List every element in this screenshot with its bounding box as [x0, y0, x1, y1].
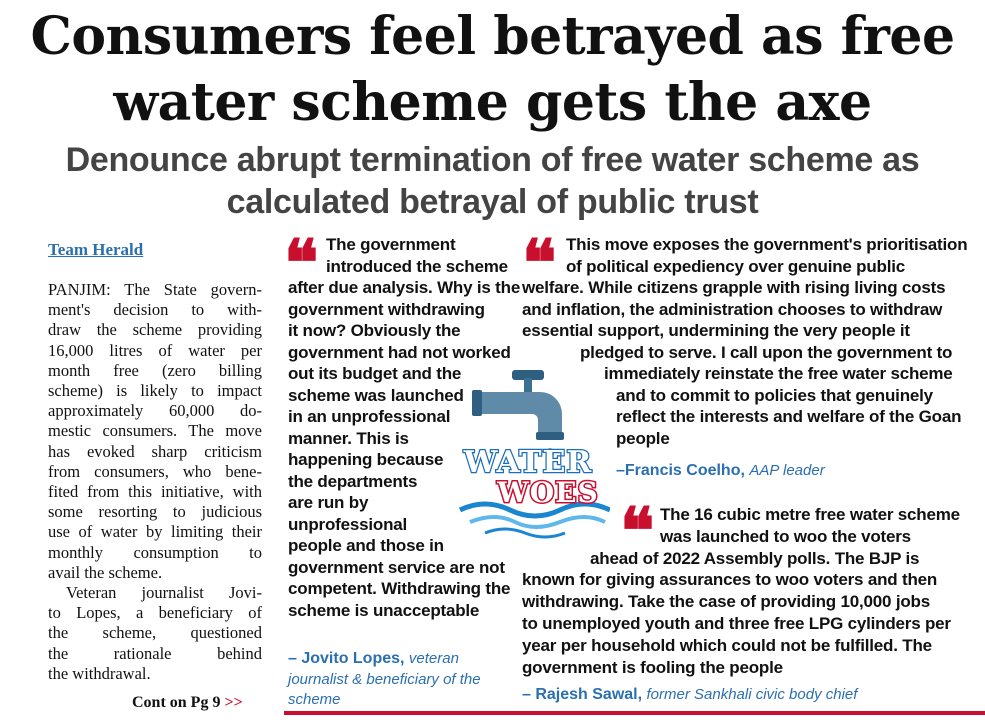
quote-1-name: – Jovito Lopes, — [288, 650, 405, 667]
quote-3-attribution — [522, 686, 857, 704]
article-line: avail the scheme. — [48, 562, 163, 582]
q2-line: immediately reinstate the free water scheme — [604, 364, 953, 383]
q3-line: known for giving assurances to woo voters and then — [522, 570, 938, 590]
q1-line: people and those in — [288, 536, 444, 555]
article-line: draw the scheme providing — [48, 320, 262, 340]
article-line: month free (zero billing — [48, 360, 262, 380]
article-line: to Lopes, a beneficiary of — [48, 603, 262, 623]
q3-line: withdrawing. Take the case of providing 10,000 jobs — [522, 592, 930, 612]
quote-3-role: former Sankhali civic body chief — [646, 686, 858, 703]
q2-line: and inflation, the administration chooses to withdraw — [522, 299, 943, 319]
byline[interactable]: Team Herald — [48, 240, 144, 259]
article-line: approximately 60,000 do- — [48, 401, 262, 421]
article-line: Veteran journalist Jovi- — [66, 583, 262, 602]
q3-line: ahead of 2022 Assembly polls. The BJP is — [590, 548, 920, 568]
article-line: 16,000 litres of water per — [48, 340, 262, 360]
article-line: the rationale behind — [48, 643, 262, 663]
q1-line: manner. This is — [288, 428, 409, 448]
q2-line: people — [616, 428, 670, 448]
continued-label: Cont on Pg 9 — [132, 694, 221, 711]
q1-line: scheme was launched — [288, 385, 464, 405]
article-line: scheme) is likely to impact — [48, 381, 262, 400]
quote-mark-icon-2: ❝ — [522, 226, 557, 301]
article-line: some resorting to judicious — [48, 502, 262, 522]
quote-1-role-1: veteran — [408, 650, 459, 667]
article-line: ment's decision to with- — [48, 300, 262, 320]
q1-line: happening because — [288, 450, 444, 469]
q1-line: are run by — [288, 493, 369, 512]
quote-1-attribution — [288, 650, 459, 668]
q1-line: the departments — [288, 471, 418, 491]
quote-3-name: – Rajesh Sawal, — [522, 686, 643, 703]
quote-2-role: AAP leader — [749, 462, 825, 479]
quote-mark-icon-3: ❝ — [620, 494, 655, 569]
quote-mark-icon-1: ❝ — [284, 226, 319, 301]
article-line: monthly consumption to — [48, 542, 262, 562]
quote-1-role-2: journalist & beneficiary of the — [288, 671, 481, 688]
bottom-rule — [284, 711, 985, 715]
article-line: use of water by limiting their — [48, 522, 262, 542]
headline-line-2: water scheme gets the axe — [113, 72, 872, 133]
logo-word-water: WATER — [463, 445, 593, 480]
q2-line: reflect the interests and welfare of the Goan — [616, 407, 962, 426]
q1-line: scheme is unacceptable — [288, 600, 480, 620]
q1-line: in an unprofessional — [288, 407, 451, 426]
q3-line: The 16 cubic metre free water scheme — [660, 505, 960, 524]
headline-line-1: Consumers feel betrayed as free — [30, 6, 955, 67]
q1-line: competent. Withdrawing the — [288, 579, 511, 598]
quote-1-role-line-2 — [288, 671, 481, 689]
q1-line: government withdrawing — [288, 299, 485, 319]
quote-2-attribution — [616, 462, 825, 480]
q3-line: was launched to woo the voters — [660, 526, 911, 546]
article-line: the withdrawal. — [48, 663, 151, 683]
quote-1-role-3: scheme — [288, 691, 341, 708]
water-woes-logo — [450, 360, 610, 540]
q2-line: essential support, undermining the very people it — [522, 321, 910, 340]
q1-line: unprofessional — [288, 514, 408, 534]
quote-2-name: –Francis Coelho, — [616, 462, 745, 479]
q1-line: introduced the scheme — [326, 256, 508, 276]
q1-line: government had not worked — [288, 342, 511, 362]
q3-line: government is fooling the people — [522, 657, 783, 677]
article-line: fited from this initiative, with — [48, 482, 262, 501]
q1-line: government service are not — [288, 557, 505, 577]
q2-line: and to commit to policies that genuinely — [616, 385, 933, 405]
article-line: from consumers, who bene- — [48, 461, 262, 481]
q1-line: out its budget and the — [288, 364, 462, 383]
q2-line: of political expediency over genuine public — [566, 256, 906, 276]
q1-line: it now? Obviously the — [288, 321, 461, 340]
logo-word-woes: WOES — [497, 476, 599, 509]
article-line: has evoked sharp criticism — [48, 441, 262, 461]
article-line: mestic consumers. The move — [48, 421, 262, 441]
article-line: the scheme, questioned — [48, 623, 262, 643]
subheadline-line-2: calculated betrayal of public trust — [226, 183, 759, 221]
q1-line: after due analysis. Why is the — [288, 278, 521, 297]
article-line: PANJIM: The State govern- — [48, 280, 262, 299]
q2-line: This move exposes the government's prioritisation — [566, 235, 968, 254]
q3-line: year per household which could not be fulfilled. The — [522, 635, 932, 655]
continued-arrows: >> — [224, 694, 243, 711]
quote-1-role-line-3 — [288, 691, 341, 709]
continued-link[interactable] — [132, 694, 243, 712]
subheadline-line-1: Denounce abrupt termination of free water scheme as — [65, 141, 920, 179]
q1-line: The government — [326, 235, 456, 254]
q2-line: welfare. While citizens grapple with rising living costs — [522, 278, 946, 297]
q2-line: pledged to serve. I call upon the government to — [580, 342, 953, 362]
q3-line: to unemployed youth and three free LPG cylinders per — [522, 614, 951, 633]
